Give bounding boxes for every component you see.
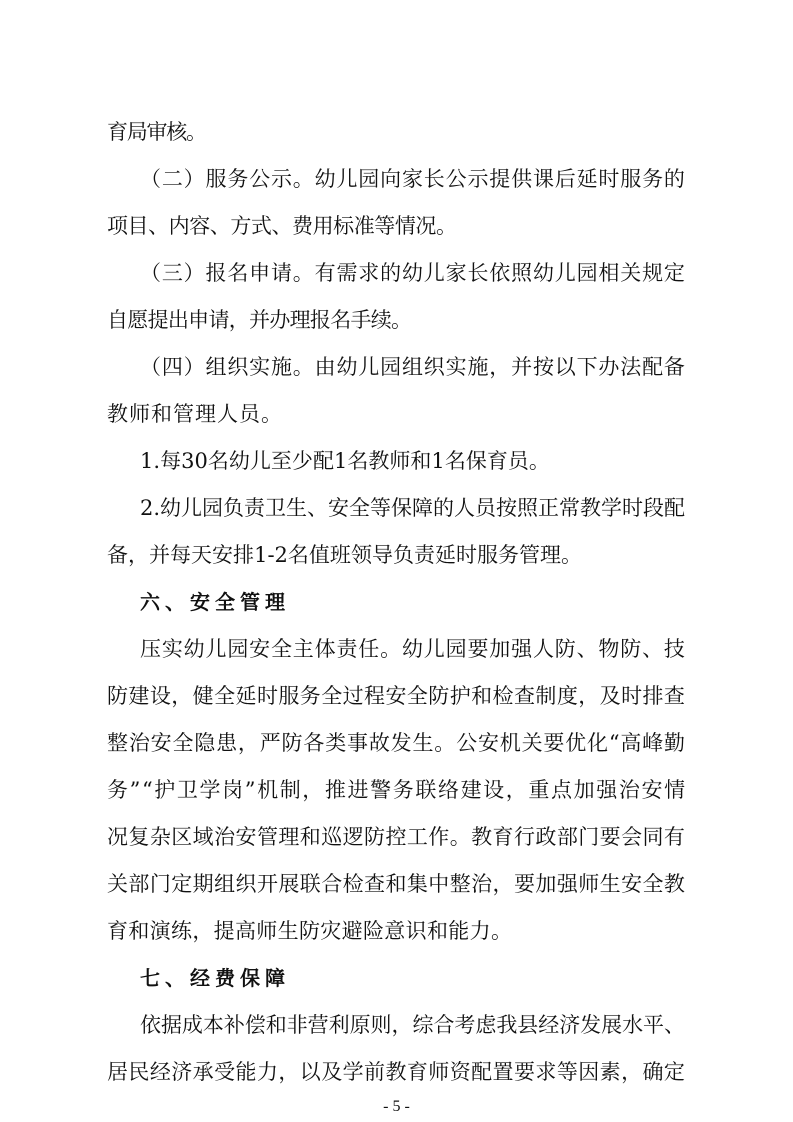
text-line: （三）报名申请。有需求的幼儿家长依照幼儿园相关规定 (140, 261, 686, 285)
text-line: 压实幼儿园安全主体责任。幼儿园要加强人防、物防、技 (140, 637, 686, 661)
text-line: 项目、内容、方式、费用标准等情况。 (107, 214, 457, 238)
text-line: 居民经济承受能力，以及学前教育师资配置要求等因素，确定 (107, 1060, 686, 1084)
page-number: - 5 - (383, 1098, 410, 1115)
text-line: 务”“护卫学岗”机制，推进警务联络建设，重点加强治安情 (107, 778, 687, 802)
text-line: 依据成本补偿和非营利原则，综合考虑我县经济发展水平、 (140, 1013, 685, 1037)
text-line: 育局审核。 (107, 120, 206, 144)
text-line: 自愿提出申请，并办理报名手续。 (107, 308, 412, 332)
text-line: 况复杂区域治安管理和巡逻防控工作。教育行政部门要会同有 (107, 825, 686, 849)
text-line: 整治安全隐患，严防各类事故发生。公安机关要优化“高峰勤 (107, 731, 686, 755)
text-line: 育和演练，提高师生防灾避险意识和能力。 (107, 919, 513, 943)
section-heading: 六、安全管理 (140, 590, 290, 614)
section-heading: 七、经费保障 (140, 966, 290, 990)
text-line: （二）服务公示。幼儿园向家长公示提供课后延时服务的 (140, 167, 686, 191)
text-line: 备，并每天安排1-2名值班领导负责延时服务管理。 (107, 543, 583, 567)
text-line: 1.每30名幼儿至少配1名教师和1名保育员。 (140, 449, 550, 473)
text-line: 教师和管理人员。 (107, 402, 283, 426)
text-line: （四）组织实施。由幼儿园组织实施，并按以下办法配备 (140, 355, 686, 379)
text-line: 防建设，健全延时服务全过程安全防护和检查制度，及时排查 (107, 684, 686, 708)
text-line: 2.幼儿园负责卫生、安全等保障的人员按照正常教学时段配 (140, 496, 686, 520)
text-line: 关部门定期组织开展联合检查和集中整治，要加强师生安全教 (107, 872, 686, 896)
